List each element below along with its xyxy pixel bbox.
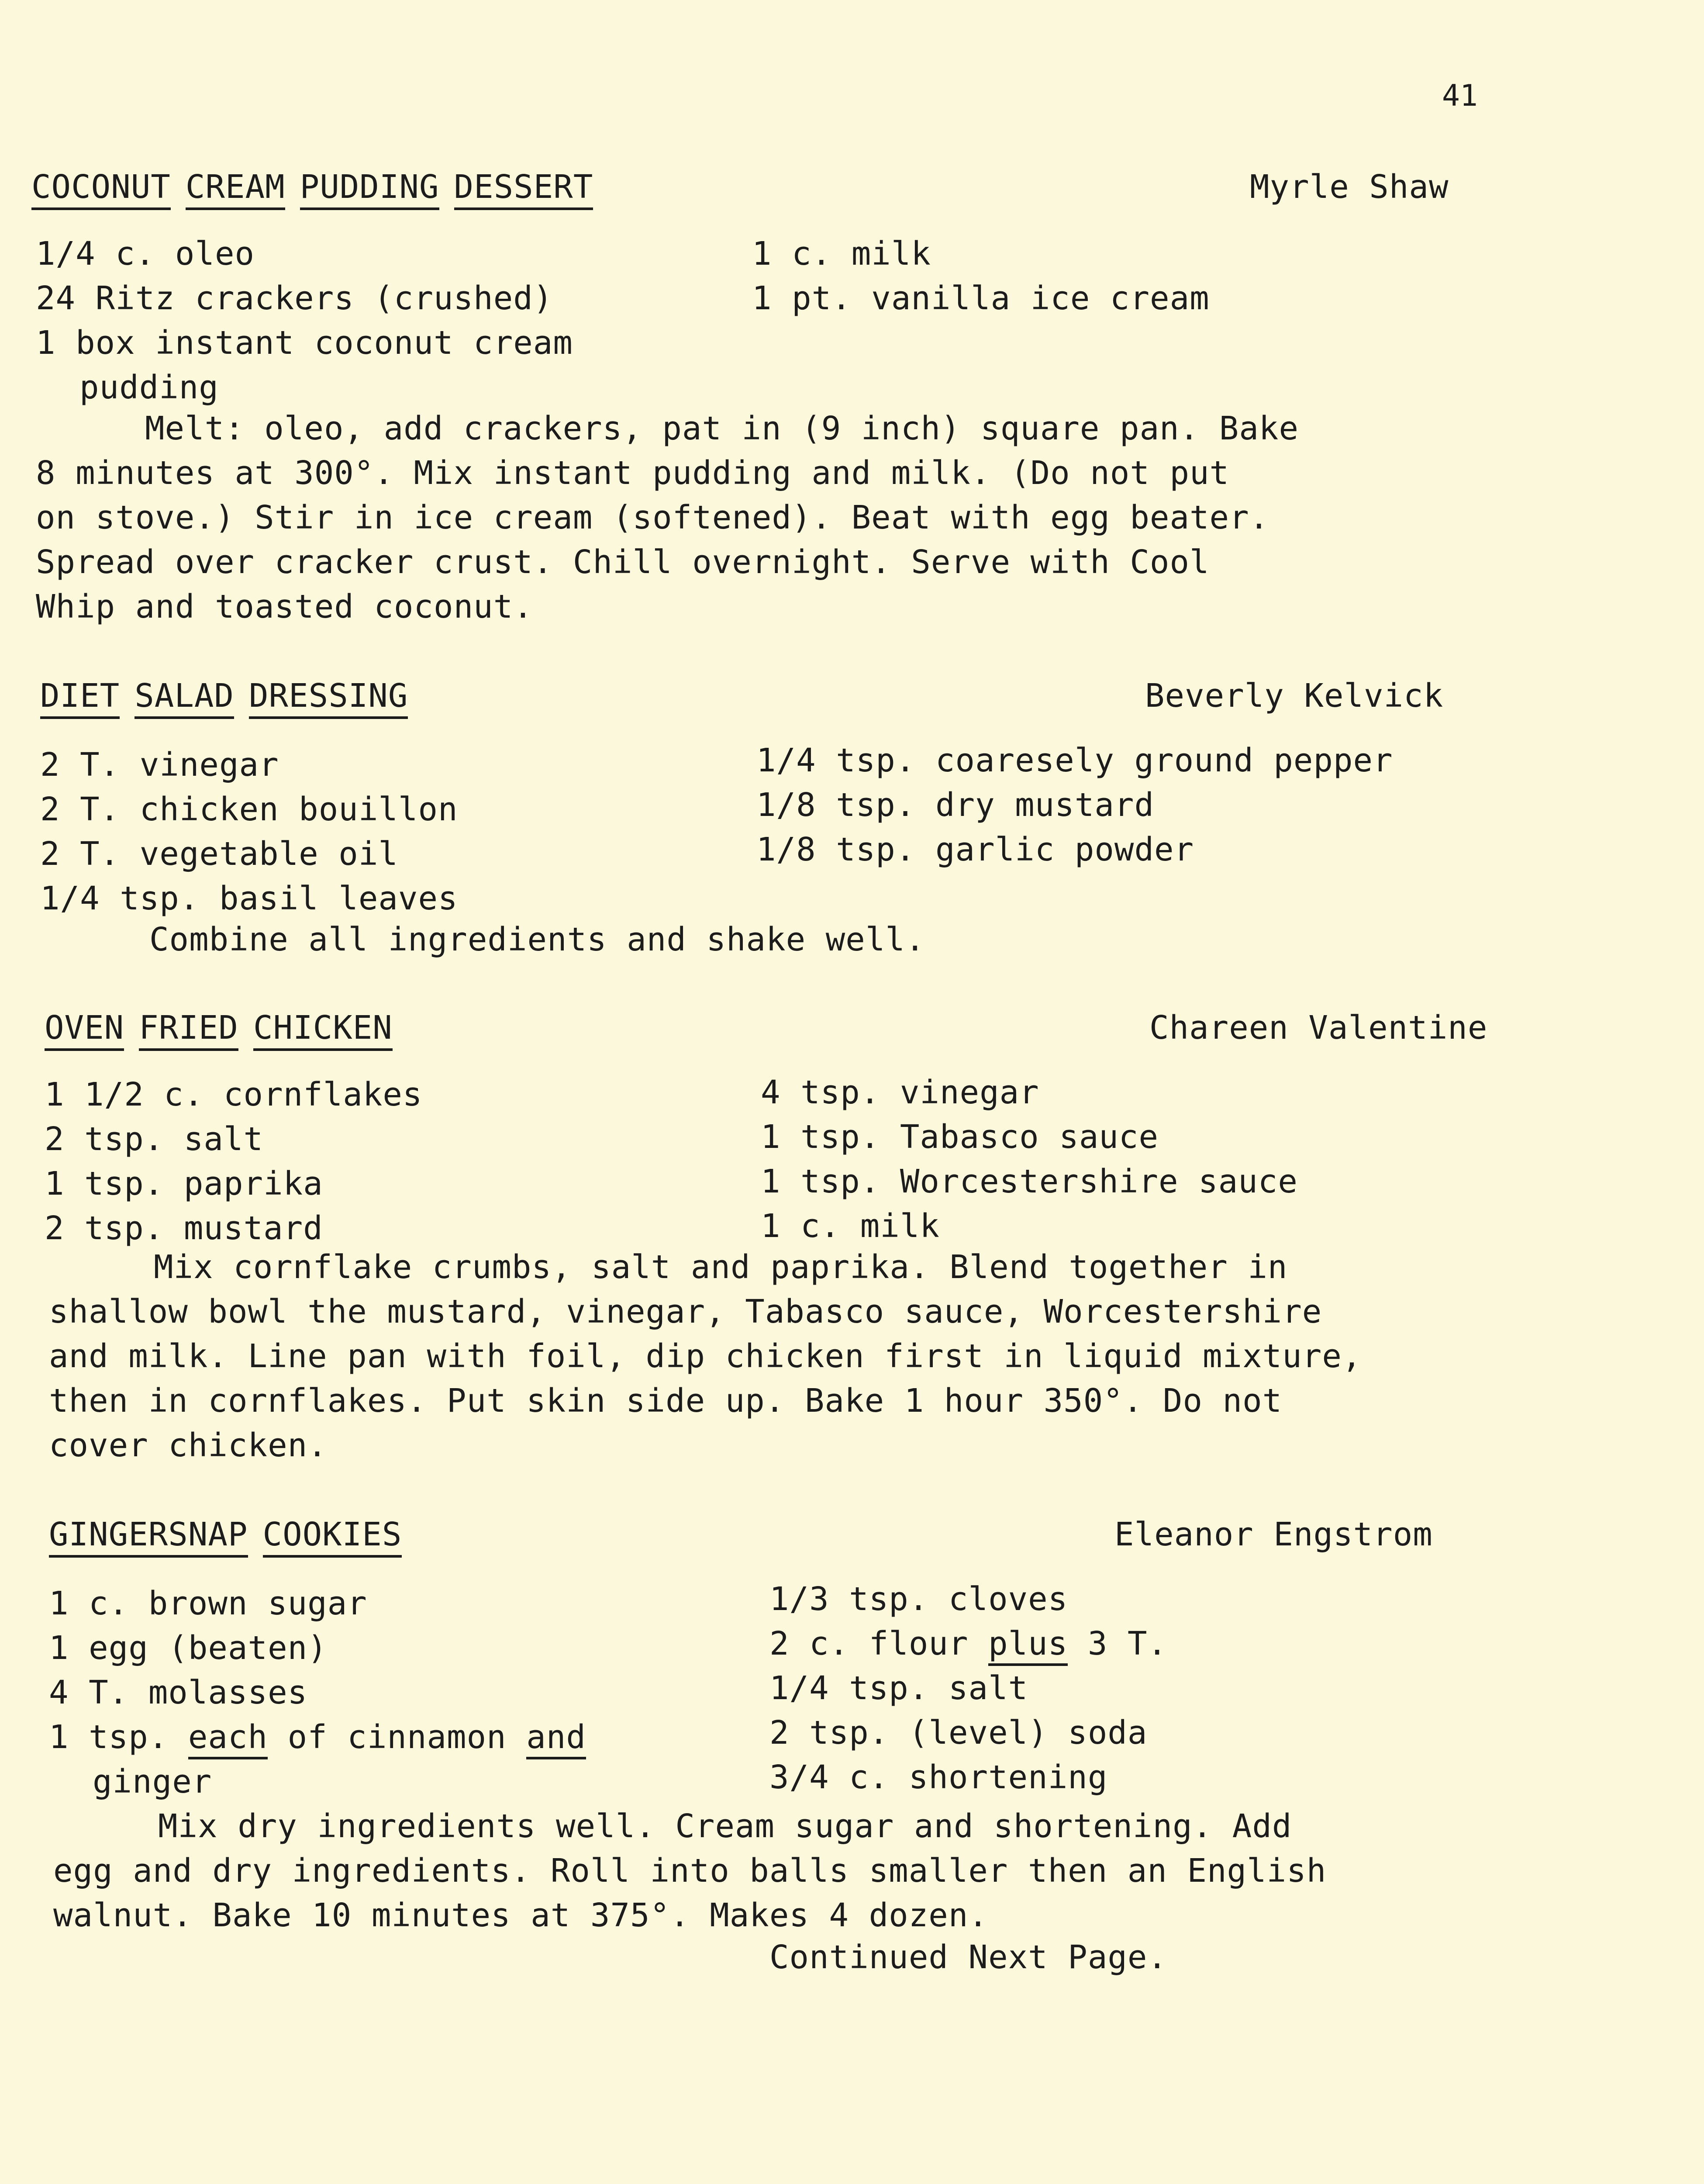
ingredient: 1 box instant coconut cream xyxy=(36,324,573,362)
title-word: CHICKEN xyxy=(253,1009,393,1051)
ingredient: 3/4 c. shortening xyxy=(769,1759,1108,1796)
page-number: 41 xyxy=(1442,79,1478,113)
recipe-title xyxy=(40,677,423,719)
direction-line: Melt: oleo, add crackers, pat in (9 inch) square pan. Bake xyxy=(145,410,1299,447)
ingredient: 1/8 tsp. dry mustard xyxy=(756,786,1155,824)
ingredient: 1 tsp. Worcestershire sauce xyxy=(761,1163,1298,1200)
ingredients-left xyxy=(36,232,573,410)
ingredient-text: 2 c. flour xyxy=(769,1625,989,1662)
ingredient: 1 c. milk xyxy=(752,235,931,273)
direction-line: 8 minutes at 300°. Mix instant pudding and milk. (Do not put xyxy=(36,454,1230,492)
ingredient: 1/4 tsp. coaresely ground pepper xyxy=(756,742,1393,779)
ingredient xyxy=(769,1621,1167,1666)
ingredient xyxy=(49,1715,586,1759)
direction-line: Mix dry ingredients well. Cream sugar and shortening. Add xyxy=(158,1807,1292,1845)
ingredient: 2 tsp. salt xyxy=(45,1120,264,1158)
ingredient: 1 pt. vanilla ice cream xyxy=(752,280,1210,317)
ingredients-right xyxy=(761,1070,1298,1248)
ingredient: 4 T. molasses xyxy=(49,1674,308,1711)
ingredients-left xyxy=(40,743,458,921)
direction-line: walnut. Bake 10 minutes at 375°. Makes 4 dozen. xyxy=(53,1897,988,1934)
ingredient: 1/4 tsp. salt xyxy=(769,1669,1028,1707)
recipe-title xyxy=(31,168,608,210)
ingredient: 2 T. vegetable oil xyxy=(40,835,398,873)
ingredient: 4 tsp. vinegar xyxy=(761,1074,1039,1111)
direction-line: Whip and toasted coconut. xyxy=(36,588,533,625)
title-word: COCONUT xyxy=(31,168,171,210)
ingredient: 2 T. chicken bouillon xyxy=(40,791,458,828)
title-word: FRIED xyxy=(139,1009,238,1051)
ingredient: 2 tsp. (level) soda xyxy=(769,1714,1148,1752)
direction-line: on stove.) Stir in ice cream (softened). Beat with egg beater. xyxy=(36,499,1269,536)
direction-line: then in cornflakes. Put skin side up. Bake 1 hour 350°. Do not xyxy=(49,1382,1283,1420)
title-word: COOKIES xyxy=(263,1516,402,1558)
title-word: DIET xyxy=(40,677,120,719)
title-word: CREAM xyxy=(186,168,285,210)
ingredients-left xyxy=(49,1581,586,1804)
ingredients-right xyxy=(756,738,1393,872)
direction-line: Spread over cracker crust. Chill overnight. Serve with Cool xyxy=(36,543,1210,581)
title-word: SALAD xyxy=(135,677,234,719)
ingredient: 1 tsp. Tabasco sauce xyxy=(761,1118,1159,1156)
ingredient: 2 T. vinegar xyxy=(40,746,279,784)
direction-line: and milk. Line pan with foil, dip chicken first in liquid mixture, xyxy=(49,1337,1362,1375)
directions xyxy=(53,1804,1326,1938)
ingredient: 1/4 tsp. basil leaves xyxy=(40,880,458,917)
underlined-word: and xyxy=(526,1718,586,1759)
recipe-author: Myrle Shaw xyxy=(1250,168,1449,206)
ingredient: 1 tsp. paprika xyxy=(45,1165,323,1203)
directions xyxy=(40,917,925,962)
underlined-word: each xyxy=(188,1718,268,1759)
recipe-title xyxy=(49,1516,417,1558)
ingredient: pudding xyxy=(79,369,219,406)
ingredient: 1/8 tsp. garlic powder xyxy=(756,831,1194,868)
title-word: GINGERSNAP xyxy=(49,1516,248,1558)
recipe-title xyxy=(45,1009,407,1051)
direction-line: Mix cornflake crumbs, salt and paprika. Blend together in xyxy=(154,1248,1288,1286)
ingredient-text: 3 T. xyxy=(1068,1625,1168,1662)
direction-line: shallow bowl the mustard, vinegar, Tabasco sauce, Worcestershire xyxy=(49,1293,1322,1330)
ingredient: 1 egg (beaten) xyxy=(49,1629,328,1667)
ingredients-right xyxy=(752,232,1210,321)
ingredient: 1 c. brown sugar xyxy=(49,1585,367,1622)
ingredient: 1/4 c. oleo xyxy=(36,235,255,273)
recipe-author: Beverly Kelvick xyxy=(1145,677,1444,715)
directions xyxy=(36,406,1299,629)
ingredient: 1 c. milk xyxy=(761,1207,940,1245)
title-word: DRESSING xyxy=(249,677,408,719)
title-word: PUDDING xyxy=(300,168,439,210)
title-word: DESSERT xyxy=(454,168,593,210)
recipe-author: Chareen Valentine xyxy=(1149,1009,1488,1047)
directions xyxy=(49,1245,1362,1468)
continued-note: Continued Next Page. xyxy=(769,1939,1168,1976)
ingredient: 2 tsp. mustard xyxy=(45,1209,323,1247)
underlined-word: plus xyxy=(988,1625,1068,1666)
direction-line: egg and dry ingredients. Roll into balls smaller then an English xyxy=(53,1852,1327,1890)
ingredient: 1/3 tsp. cloves xyxy=(769,1580,1068,1618)
ingredient-text: 1 tsp. xyxy=(49,1718,188,1756)
direction-line: cover chicken. xyxy=(49,1427,328,1464)
direction-line: Combine all ingredients and shake well. xyxy=(149,921,925,958)
title-word: OVEN xyxy=(45,1009,124,1051)
ingredient: 24 Ritz crackers (crushed) xyxy=(36,280,553,317)
ingredient-text: of cinnamon xyxy=(268,1718,527,1756)
ingredient: ginger xyxy=(93,1763,212,1800)
ingredient: 1 1/2 c. cornflakes xyxy=(45,1076,423,1113)
recipe-author: Eleanor Engstrom xyxy=(1114,1516,1433,1553)
ingredients-right xyxy=(769,1577,1167,1800)
ingredients-left xyxy=(45,1072,422,1251)
